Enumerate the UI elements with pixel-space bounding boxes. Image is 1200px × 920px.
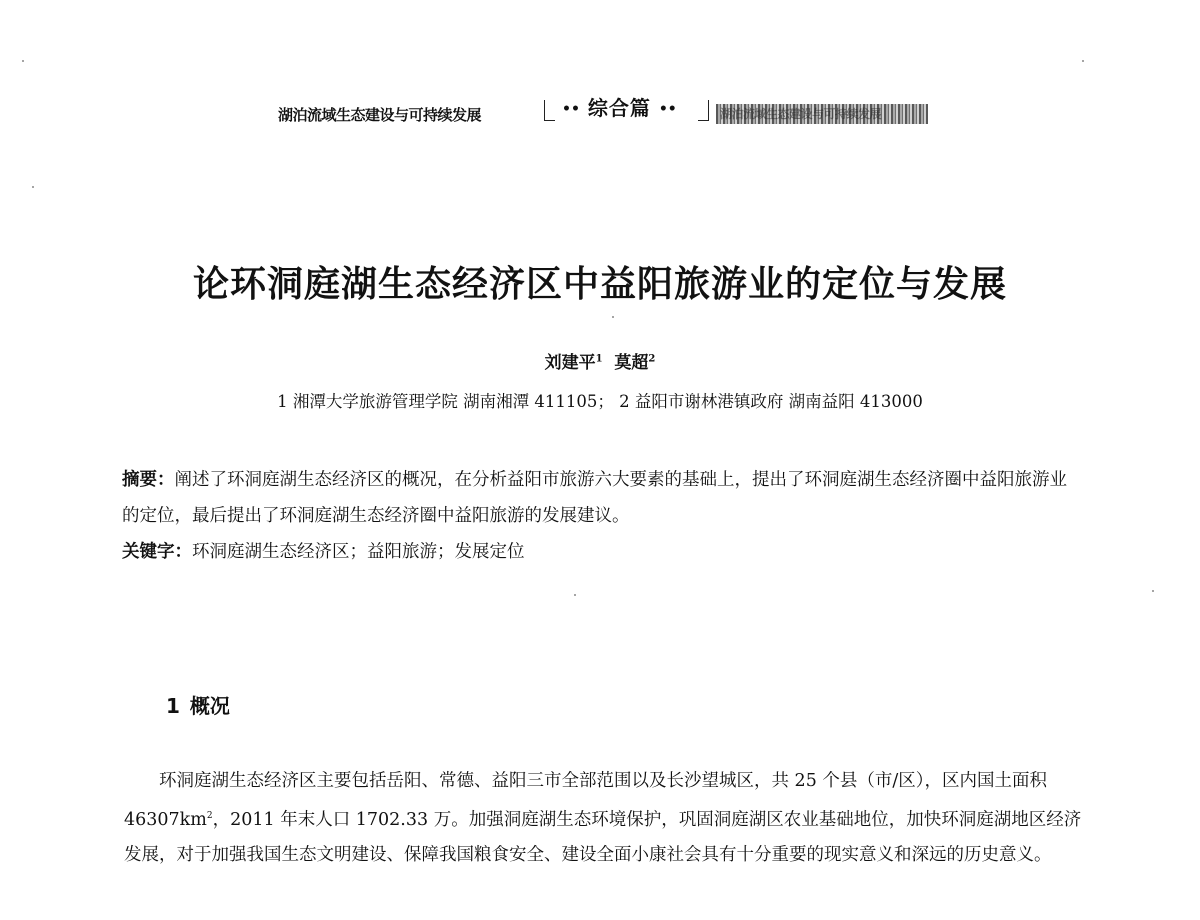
section-paragraph [124, 764, 1086, 873]
scan-speck [32, 186, 34, 188]
author-line [0, 348, 1200, 373]
keywords-text: 环洞庭湖生态经济区；益阳旅游；发展定位 [192, 542, 525, 562]
scan-speck [574, 594, 576, 596]
scan-speck [612, 316, 614, 318]
header-shaded-banner [716, 104, 928, 124]
header-banner-text: 湖泊流域生态建设与可持续发展 [720, 107, 882, 121]
paragraph-text-part2: ，2011 年末人口 1702.33 万。加强洞庭湖生态环境保护，巩固洞庭湖区农业基础地位，加快环洞庭湖地区经济发展，对于加强我国生态文明建设、保障我国粮食安全、建设全面小康社会具有十分重要的现实意义和深远的历史意义。 [124, 809, 1082, 865]
author-name: 莫超 [614, 353, 649, 373]
header-right-bracket [698, 100, 709, 121]
author-affiliation-mark: 2 [648, 353, 656, 365]
scan-speck [22, 60, 24, 62]
section-number: 1 [166, 694, 180, 718]
abstract-label: 摘要： [122, 470, 175, 490]
abstract [122, 462, 1082, 534]
abstract-text: 阐述了环洞庭湖生态经济区的概况，在分析益阳市旅游六大要素的基础上，提出了环洞庭湖生态经济圈中益阳旅游业的定位，最后提出了环洞庭湖生态经济圈中益阳旅游的发展建议。 [122, 470, 1067, 526]
keywords [122, 534, 1082, 570]
superscript-unit: 2 [206, 811, 213, 821]
header-journal-section: 湖泊流域生态建设与可持续发展 [278, 106, 482, 124]
header-left-bracket [544, 100, 555, 121]
keywords-label: 关键字： [122, 542, 192, 562]
author-affiliation-mark: 1 [595, 353, 603, 365]
affiliations: 1 湘潭大学旅游管理学院 湖南湘潭 411105； 2 益阳市谢林港镇政府 湖南益阳 413000 [277, 392, 923, 411]
section-title: 概况 [189, 694, 230, 718]
scan-speck [1152, 590, 1154, 592]
header-category: •• 综合篇 •• [562, 96, 677, 120]
header-category-label: 综合篇 [587, 96, 651, 120]
paper-title: 论环洞庭湖生态经济区中益阳旅游业的定位与发展 [192, 263, 1007, 305]
paragraph-text-part1: 环洞庭湖生态经济区主要包括岳阳、常德、益阳三市全部范围以及长沙望城区，共 25 个县（市/区），区内国土面积 46307km [124, 771, 1048, 830]
running-header [278, 92, 928, 132]
scan-speck [1082, 60, 1084, 62]
section-heading [166, 690, 230, 719]
author-name: 刘建平 [544, 353, 596, 373]
